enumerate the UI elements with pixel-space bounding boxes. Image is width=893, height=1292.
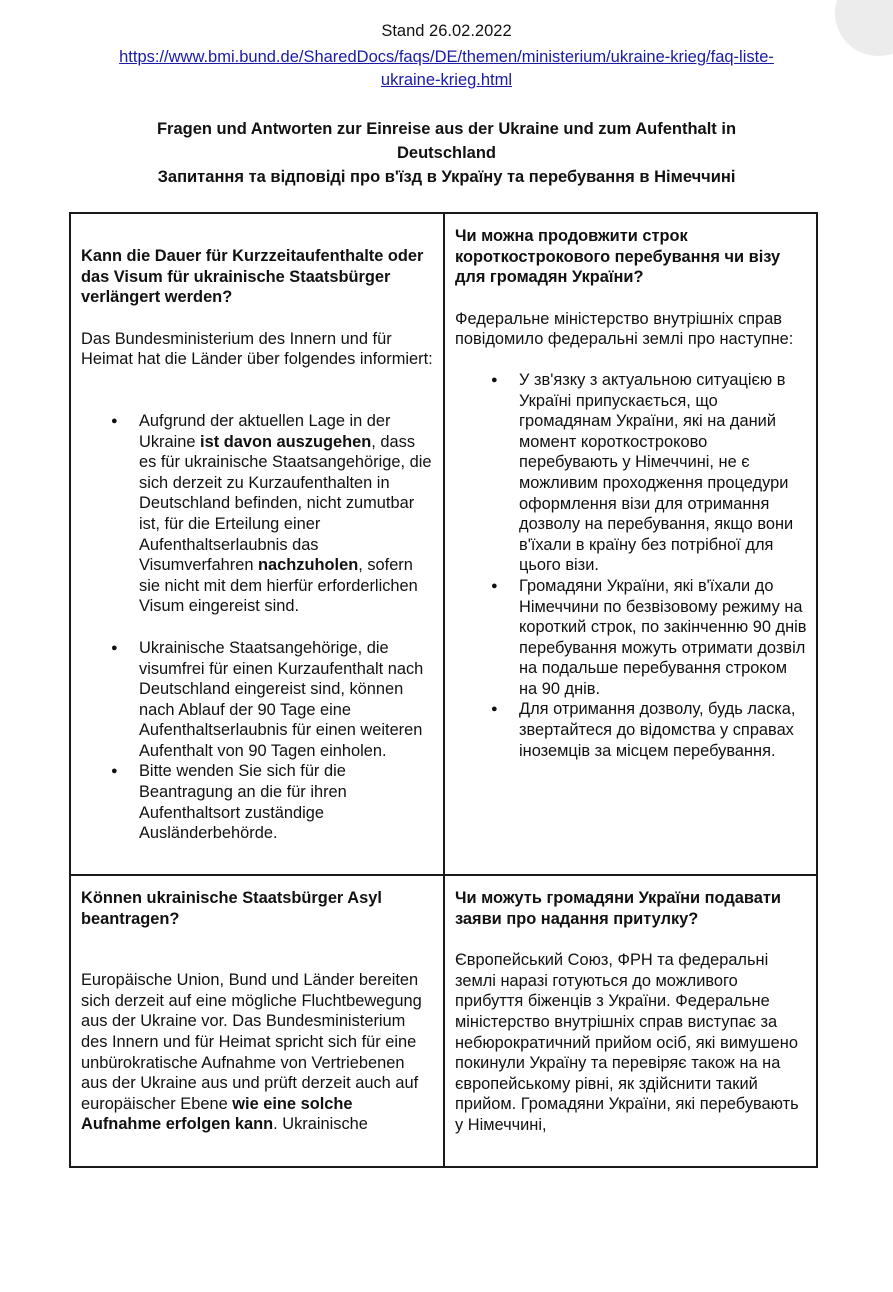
list-item: ● Ukrainische Staatsangehörige, die visumfrei für einen Kurzaufenthalt nach Deutschland eingereist sind, können nach Ablauf der 90 Tage eine Aufenthaltserlaubnis für einen weiteren Aufenthalt von 90 Tagen einholen. [139,638,433,762]
question-uk: Чи можна продовжити строк короткострокового перебування чи візу для громадян України? [455,227,781,287]
list-item: ● Aufgrund der aktuellen Lage in der Ukraine ist davon auszugehen, dass es für ukrainische Staatsangehörige, die sich derzeit zu Kurzaufenthalten in Deutschland befinden, nicht zumutbar ist, für die Erteilung einer Aufenthaltserlaubnis das Visumverfahren nachzuholen, sofern sie nicht mit dem hierfür erforderlichen Visum eingereist sind. [139,411,433,617]
table-row [70,875,817,1167]
list-item: ● У зв'язку з актуальною ситуацією в Україні припускається, що громадянам України, які на даний момент короткостроково перебувають у Німеччині, не є можливим проходження процедури оформлення візи для отримання дозволу на перебування, якщо вони в'їхали в країну без потрібної для цього візи. [519,370,808,576]
cell-de [70,875,444,1167]
question-de: Können ukrainische Staatsbürger Asyl beantragen? [81,889,382,928]
bullet-list-uk [455,370,808,761]
stand-date: Stand 26.02.2022 [381,22,512,40]
source-link-line-1[interactable]: https://www.bmi.bund.de/SharedDocs/faqs/DE/themen/ministerium/ukraine-krieg/faq-liste- [119,48,774,66]
list-item: ● Громадяни України, які в'їхали до Німеччини по безвізовому режиму на короткий строк, по закінченню 90 днів перебування можуть отримати дозвіл на подальше перебування строком на 90 днів. [519,576,808,700]
document-title [60,117,833,189]
title-uk: Запитання та відповіді про в'їзд в Україну та перебування в Німеччині [157,168,736,186]
bullet-list-de [81,411,435,844]
list-item: ● Для отримання дозволу, будь ласка, звертайтеся до відомства у справах іноземців за місцем перебування. [519,699,808,761]
question-de: Kann die Dauer für Kurzzeitaufenthalte oder das Visum für ukrainische Staatsbürger verlängert werden? [81,247,424,307]
title-de-line-1: Fragen und Antworten zur Einreise aus der Ukraine und zum Aufenthalt in [156,120,737,138]
cell-de [70,213,444,875]
source-link-line-2[interactable]: ukraine-krieg.html [380,71,513,89]
intro-uk: Федеральне міністерство внутрішніх справ повідомило федеральні землі про наступне: [455,309,794,349]
list-item: ● Bitte wenden Sie sich für die Beantragung an die für ihren Aufenthaltsort zuständige Ausländerbehörde. [139,761,433,843]
cell-uk [444,213,817,875]
source-link[interactable] [70,46,823,92]
faq-table [69,212,818,1168]
answer-de: Europäische Union, Bund und Länder bereiten sich derzeit auf eine mögliche Fluchtbewegung aus der Ukraine vor. Das Bundesministerium des Innern und für Heimat spricht sich für eine unbürokratische Aufnahme von Vertriebenen aus der Ukraine aus und prüft derzeit auch auf europäischer Ebene wie eine solche Aufnahme erfolgen kann. Ukrainische [81,971,422,1134]
title-de-line-2: Deutschland [396,144,497,162]
intro-de: Das Bundesministerium des Innern und für Heimat hat die Länder über folgendes informiert: [81,329,433,369]
table-row [70,213,817,875]
cell-uk [444,875,817,1167]
question-uk: Чи можуть громадяни України подавати заяви про надання притулку? [455,889,781,928]
answer-uk: Європейський Союз, ФРН та федеральні землі наразі готуються до можливого прибуття біженців з України. Федеральне міністерство внутрішніх справ виступає за небюрократичний прийом осіб, які вимушено покинули Україну та перевіряє також на на європейському рівні, як здійснити такий прийом. Громадяни України, які перебувають у Німеччині, [455,951,799,1134]
